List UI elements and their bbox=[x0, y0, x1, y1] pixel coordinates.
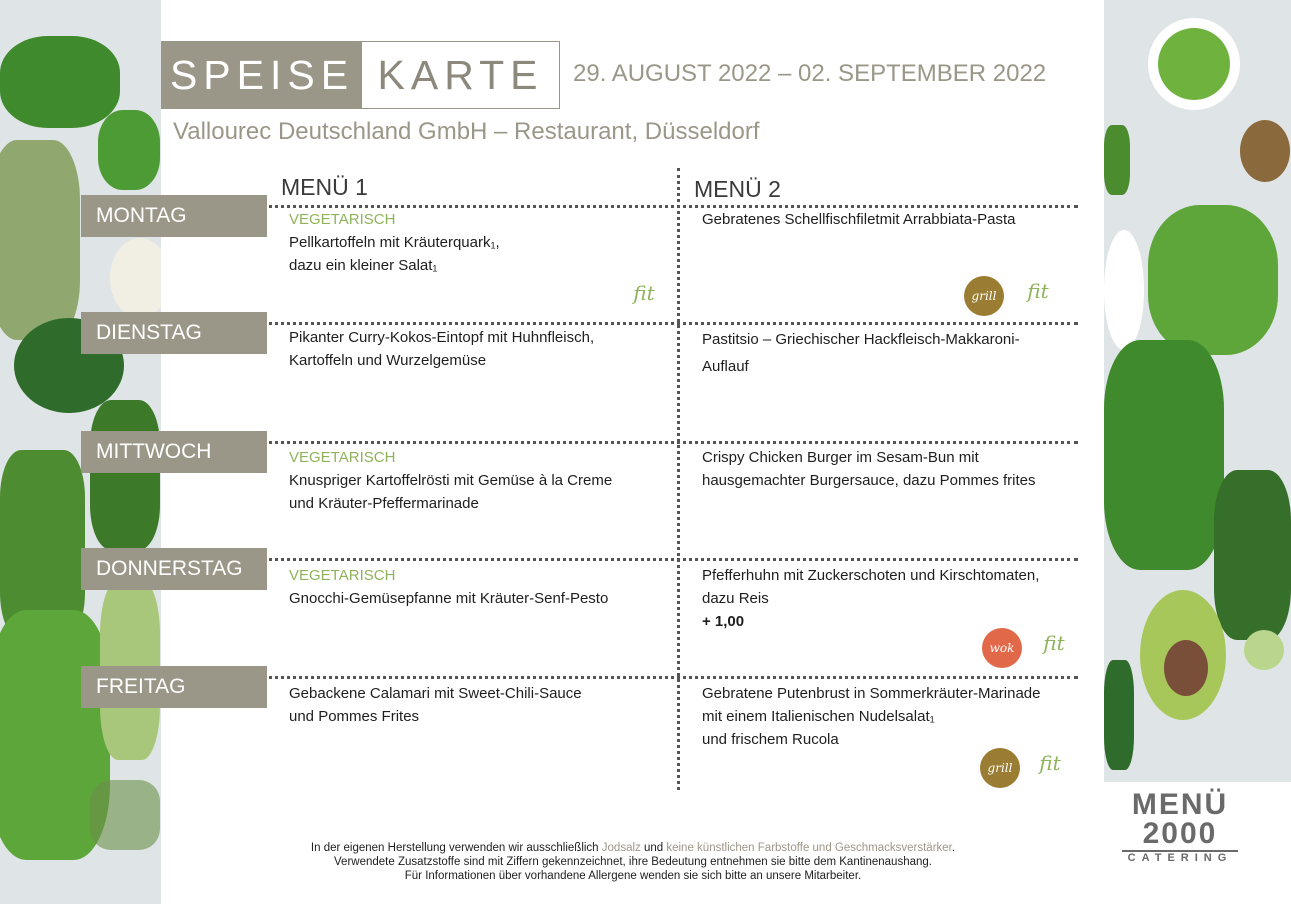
menu1-heading: MENÜ 1 bbox=[281, 174, 368, 200]
dish-line: Gebackene Calamari mit Sweet-Chili-Sauce bbox=[289, 685, 582, 702]
date-range: 29. AUGUST 2022 – 02. SEPTEMBER 2022 bbox=[573, 60, 1047, 87]
dish-line: Gnocchi-Gemüsepfanne mit Kräuter-Senf-Pesto bbox=[289, 590, 609, 607]
vegetarian-tag: VEGETARISCH bbox=[289, 211, 396, 228]
grill-badge-icon: grill bbox=[964, 276, 1004, 316]
tuesday-menu1 bbox=[289, 326, 594, 372]
friday-menu1 bbox=[289, 682, 582, 728]
menu2000-catering-logo: MENÜ 2000 CATERING bbox=[1110, 790, 1250, 864]
grill-badge-icon: grill bbox=[980, 748, 1020, 788]
row-divider bbox=[244, 676, 1078, 679]
dish-line: Pastitsio – Griechischer Hackfleisch-Makkaroni- bbox=[702, 331, 1020, 348]
dish-line: Gebratenes Schellfischfiletmit Arrabbiata-Pasta bbox=[702, 211, 1016, 228]
dish-line: Pikanter Curry-Kokos-Eintopf mit Huhnfleisch, bbox=[289, 329, 595, 346]
row-divider bbox=[244, 441, 1078, 444]
row-divider bbox=[244, 558, 1078, 561]
title-speise: SPEISE bbox=[162, 42, 362, 108]
wednesday-menu2 bbox=[702, 446, 1036, 492]
tuesday-menu2 bbox=[702, 326, 1020, 380]
vegetarian-tag: VEGETARISCH bbox=[289, 449, 396, 466]
fitmacher-badge-icon: fit bbox=[624, 278, 664, 318]
friday-menu2 bbox=[702, 682, 1041, 751]
dish-line: und Pommes Frites bbox=[289, 708, 420, 725]
dish-line: Crispy Chicken Burger im Sesam-Bun mit bbox=[702, 449, 979, 466]
dish-line: mit einem Italienischen Nudelsalat₁ bbox=[702, 708, 935, 725]
row-divider bbox=[244, 322, 1078, 325]
dish-line: dazu Reis bbox=[702, 590, 769, 607]
day-label-friday: FREITAG bbox=[81, 666, 267, 708]
fitmacher-badge-icon: fit bbox=[1034, 628, 1074, 668]
dish-line: Knuspriger Kartoffelrösti mit Gemüse à la Creme bbox=[289, 472, 613, 489]
dish-line: Gebratene Putenbrust in Sommerkräuter-Marinade bbox=[702, 685, 1041, 702]
column-divider bbox=[677, 168, 680, 790]
monday-menu1 bbox=[289, 208, 500, 277]
dish-line: hausgemachter Burgersauce, dazu Pommes frites bbox=[702, 472, 1036, 489]
footer-note-3: Für Informationen über vorhandene Allergene wenden sie sich bitte an unsere Mitarbeiter. bbox=[404, 870, 862, 882]
location-subtitle: Vallourec Deutschland GmbH – Restaurant, Düsseldorf bbox=[173, 118, 760, 145]
fitmacher-badge-icon: fit bbox=[1030, 748, 1070, 788]
dish-line: und frischem Rucola bbox=[702, 731, 839, 748]
day-label-wednesday: MITTWOCH bbox=[81, 431, 267, 473]
wednesday-menu1 bbox=[289, 446, 612, 515]
day-label-monday: MONTAG bbox=[81, 195, 267, 237]
vegetable-photo-right bbox=[1104, 0, 1291, 782]
dish-line: Auflauf bbox=[702, 358, 749, 375]
dish-line: Kartoffeln und Wurzelgemüse bbox=[289, 352, 487, 369]
dish-line: und Kräuter-Pfeffermarinade bbox=[289, 495, 479, 512]
dish-line: Pfefferhuhn mit Zuckerschoten und Kirschtomaten, bbox=[702, 567, 1040, 584]
menu2-heading: MENÜ 2 bbox=[694, 176, 781, 202]
day-label-tuesday: DIENSTAG bbox=[81, 312, 267, 354]
title-karte: KARTE bbox=[377, 52, 544, 98]
monday-menu2 bbox=[702, 208, 1015, 231]
thursday-menu1 bbox=[289, 564, 608, 610]
thursday-menu2 bbox=[702, 564, 1039, 633]
fitmacher-badge-icon: fit bbox=[1018, 276, 1058, 316]
footer-note-1: In der eigenen Herstellung verwenden wir ausschließlich Jodsalz und keine künstlichen Farbstoffe und Geschmacksverstärker. bbox=[310, 842, 956, 854]
dish-line: Pellkartoffeln mit Kräuterquark₁, bbox=[289, 234, 500, 251]
day-label-thursday: DONNERSTAG bbox=[81, 548, 267, 590]
footer-note-2: Verwendete Zusatzstoffe sind mit Ziffern gekennzeichnet, ihre Bedeutung entnehmen sie bitte dem Kantinenaushang. bbox=[334, 856, 932, 868]
price-surcharge: + 1,00 bbox=[702, 613, 745, 630]
vegetarian-tag: VEGETARISCH bbox=[289, 567, 396, 584]
wok-badge-icon: wok bbox=[982, 628, 1022, 668]
dish-line: dazu ein kleiner Salat₁ bbox=[289, 257, 438, 274]
